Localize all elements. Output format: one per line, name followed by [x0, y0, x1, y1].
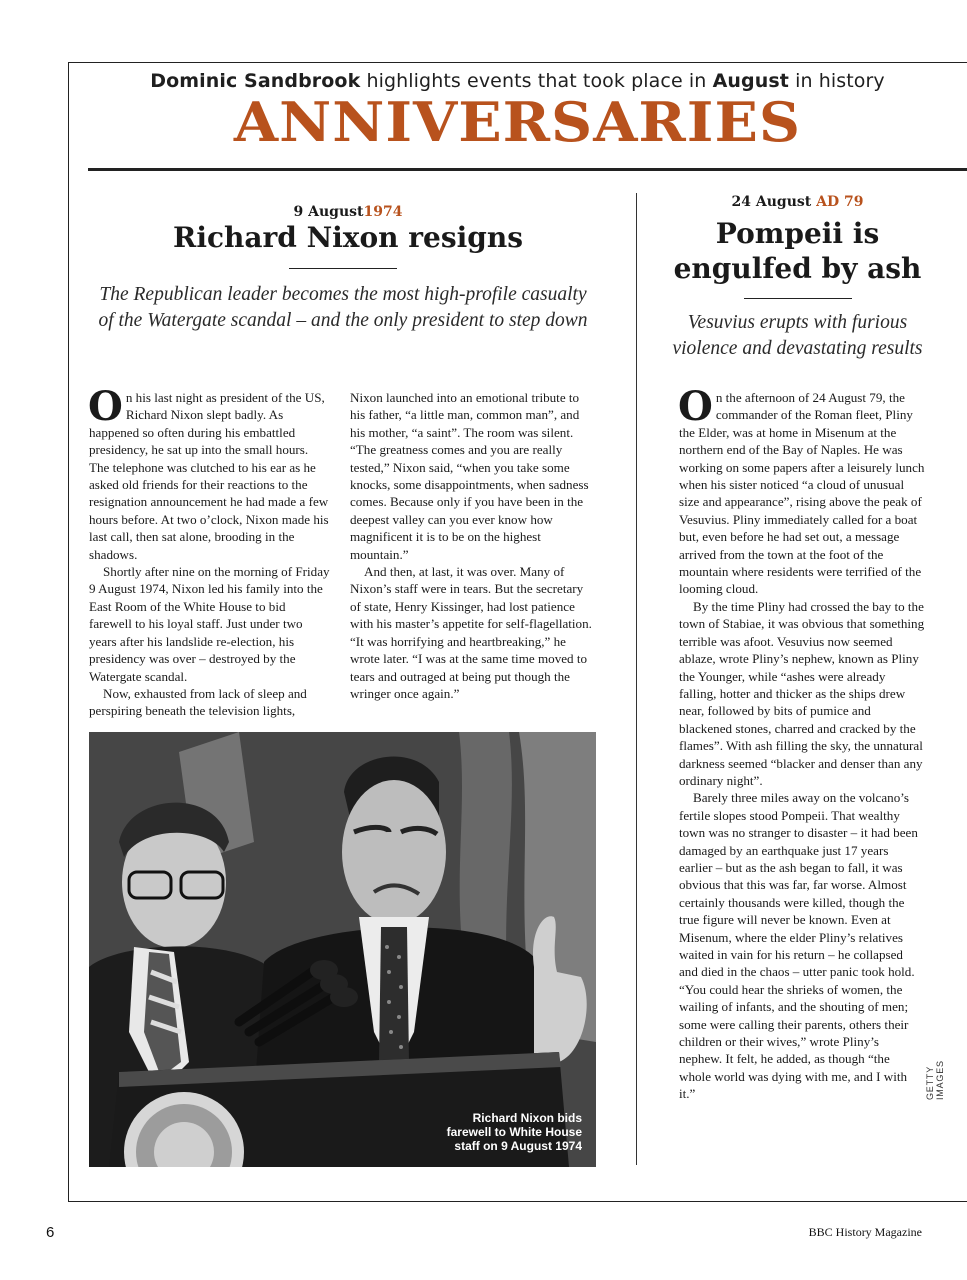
byline-middle: highlights events that took place in	[366, 70, 707, 92]
pompeii-standfirst-line-1: Vesuvius erupts with furious	[687, 312, 908, 333]
nixon-paragraph-2: Shortly after nine on the morning of Friday 9 August 1974, Nixon led his family into the East Room of the White House to bid farewell to his loyal staff. Just under two years after his landslide re-election, his presidency was over – destroyed by the Watergate scandal.	[89, 564, 330, 684]
header-rule	[88, 168, 967, 171]
nixon-standfirst	[78, 282, 608, 334]
photo-credit: GETTY IMAGES	[925, 1060, 945, 1100]
nixon-dropcap: O	[88, 383, 123, 430]
pompeii-headline-rule	[744, 298, 852, 299]
page-frame-left	[68, 62, 69, 1202]
pompeii-standfirst-line-2: violence and devastating results	[672, 338, 923, 359]
pompeii-year: AD 79	[816, 194, 864, 210]
column-separator	[636, 193, 637, 1165]
nixon-paragraph-3: Now, exhausted from lack of sleep and perspiring beneath the television lights,	[89, 685, 307, 719]
pompeii-paragraph-1	[678, 383, 925, 598]
page-number: 6	[46, 1224, 55, 1241]
photo-caption-line-3: staff on 9 August 1974	[454, 1139, 582, 1153]
section-title: ANNIVERSARIES	[233, 90, 802, 155]
byline	[68, 70, 967, 92]
page-frame-bottom	[68, 1201, 967, 1202]
nixon-standfirst-line-1: The Republican leader becomes the most high-profile casualty	[99, 284, 587, 305]
nixon-date: 9 August	[293, 204, 364, 220]
photo-illustration	[89, 732, 596, 1167]
magazine-name: BBC History Magazine	[808, 1225, 922, 1239]
photo-caption-line-1: Richard Nixon bids	[472, 1111, 582, 1125]
nixon-dateline	[88, 204, 608, 220]
page-frame-top	[68, 62, 967, 63]
byline-month: August	[712, 70, 789, 92]
pompeii-paragraph-2: By the time Pliny had crossed the bay to the town of Stabiae, it was obvious that something terrible was afoot. Vesuvius now seemed ablaze, wrote Pliny’s nephew, known as Pliny the Younger, while “ashes were already falling, hotter and thicker as the ships drew near, followed by bits of pumice and blackened stones, charred and cracked by the flames”. With ash filling the sky, the unnatural darkness seemed “blacker and denser than any ordinary night”.	[679, 598, 925, 788]
nixon-year: 1974	[363, 204, 403, 220]
nixon-paragraph-1	[88, 383, 331, 563]
pompeii-paragraph-1-text: n the afternoon of 24 August 79, the commander of the Roman fleet, Pliny the Elder, was at home in Misenum at the northern end of the Bay of Naples. He was working on some papers after a leisurely lunch when his sister noticed “a cloud of unusual size and appearance”, rising above the peak of Vesuvius. Pliny immediately called for a boat but, even before he had set out, a message arrived from the town at the foot of the mountain where residents were terrified of the looming cloud.	[679, 390, 925, 597]
pompeii-headline	[650, 216, 945, 286]
pompeii-headline-line-1: Pompeii is	[715, 217, 880, 250]
nixon-column-1	[88, 383, 331, 720]
pompeii-headline-line-2: engulfed by ash	[673, 252, 922, 285]
pompeii-standfirst	[645, 310, 950, 362]
pompeii-dateline	[650, 194, 945, 210]
nixon-column-2	[350, 389, 593, 702]
nixon-standfirst-line-2: of the Watergate scandal – and the only president to step down	[98, 310, 588, 331]
pompeii-paragraph-3: Barely three miles away on the volcano’s fertile slopes stood Pompeii. That wealthy town was no stranger to disaster – it had been damaged by an earthquake just 17 years earlier – but as the ash began to fall, it was obvious that this was far, far worse. Almost certainly thousands were killed, though the true figure will never be known. Even at Misenum, where the elder Pliny’s relatives waited in vain for his return – he collapsed and died in the chaos – utter panic took hold. “You could hear the shrieks of women, the wailing of infants, and the shouting of men; some were calling their parents, others their children or their wives,” wrote Pliny’s nephew. It felt, he added, as though “the whole world was dying with me, and I with it.”	[679, 790, 918, 1102]
nixon-paragraph-4: Nixon launched into an emotional tribute to his father, “a little man, common man”, and his mother, “a saint”. The room was silent. “The greatness comes and you are really tested,” Nixon said, “when you take some knocks, some disappointments, when sadness comes. Because only if you have been in the deepest valley can you ever know how magnificent it is to be on the highest mountain.”	[350, 390, 589, 562]
nixon-farewell-photo	[89, 732, 596, 1167]
photo-caption	[447, 1111, 582, 1153]
nixon-paragraph-5: And then, at last, it was over. Many of Nixon’s staff were in tears. But the secretary of state, Henry Kissinger, had lost patience with his master’s appetite for self-flagellation. “It was horrifying and heartbreaking,” he wrote later. “I was at the same time moved to tears and outraged at being put though the wringer once again.”	[350, 564, 592, 701]
nixon-headline-rule	[289, 268, 397, 269]
photo-caption-line-2: farewell to White House	[446, 1125, 582, 1139]
nixon-headline: Richard Nixon resigns	[173, 221, 523, 254]
byline-end: in history	[795, 70, 885, 92]
pompeii-date: 24 August	[731, 194, 812, 210]
byline-author: Dominic Sandbrook	[150, 70, 361, 92]
pompeii-dropcap: O	[678, 383, 713, 430]
pompeii-column	[678, 383, 925, 1103]
nixon-paragraph-1-text: n his last night as president of the US, Richard Nixon slept badly. As happened so often during his embattled presidency, he sat up into the small hours. The telephone was clutched to his ear as he asked old friends for their reactions to the resignation announcement he had made a few hours before. At two o’clock, Nixon made his last call, then sat alone, brooding in the shadows.	[89, 390, 329, 562]
